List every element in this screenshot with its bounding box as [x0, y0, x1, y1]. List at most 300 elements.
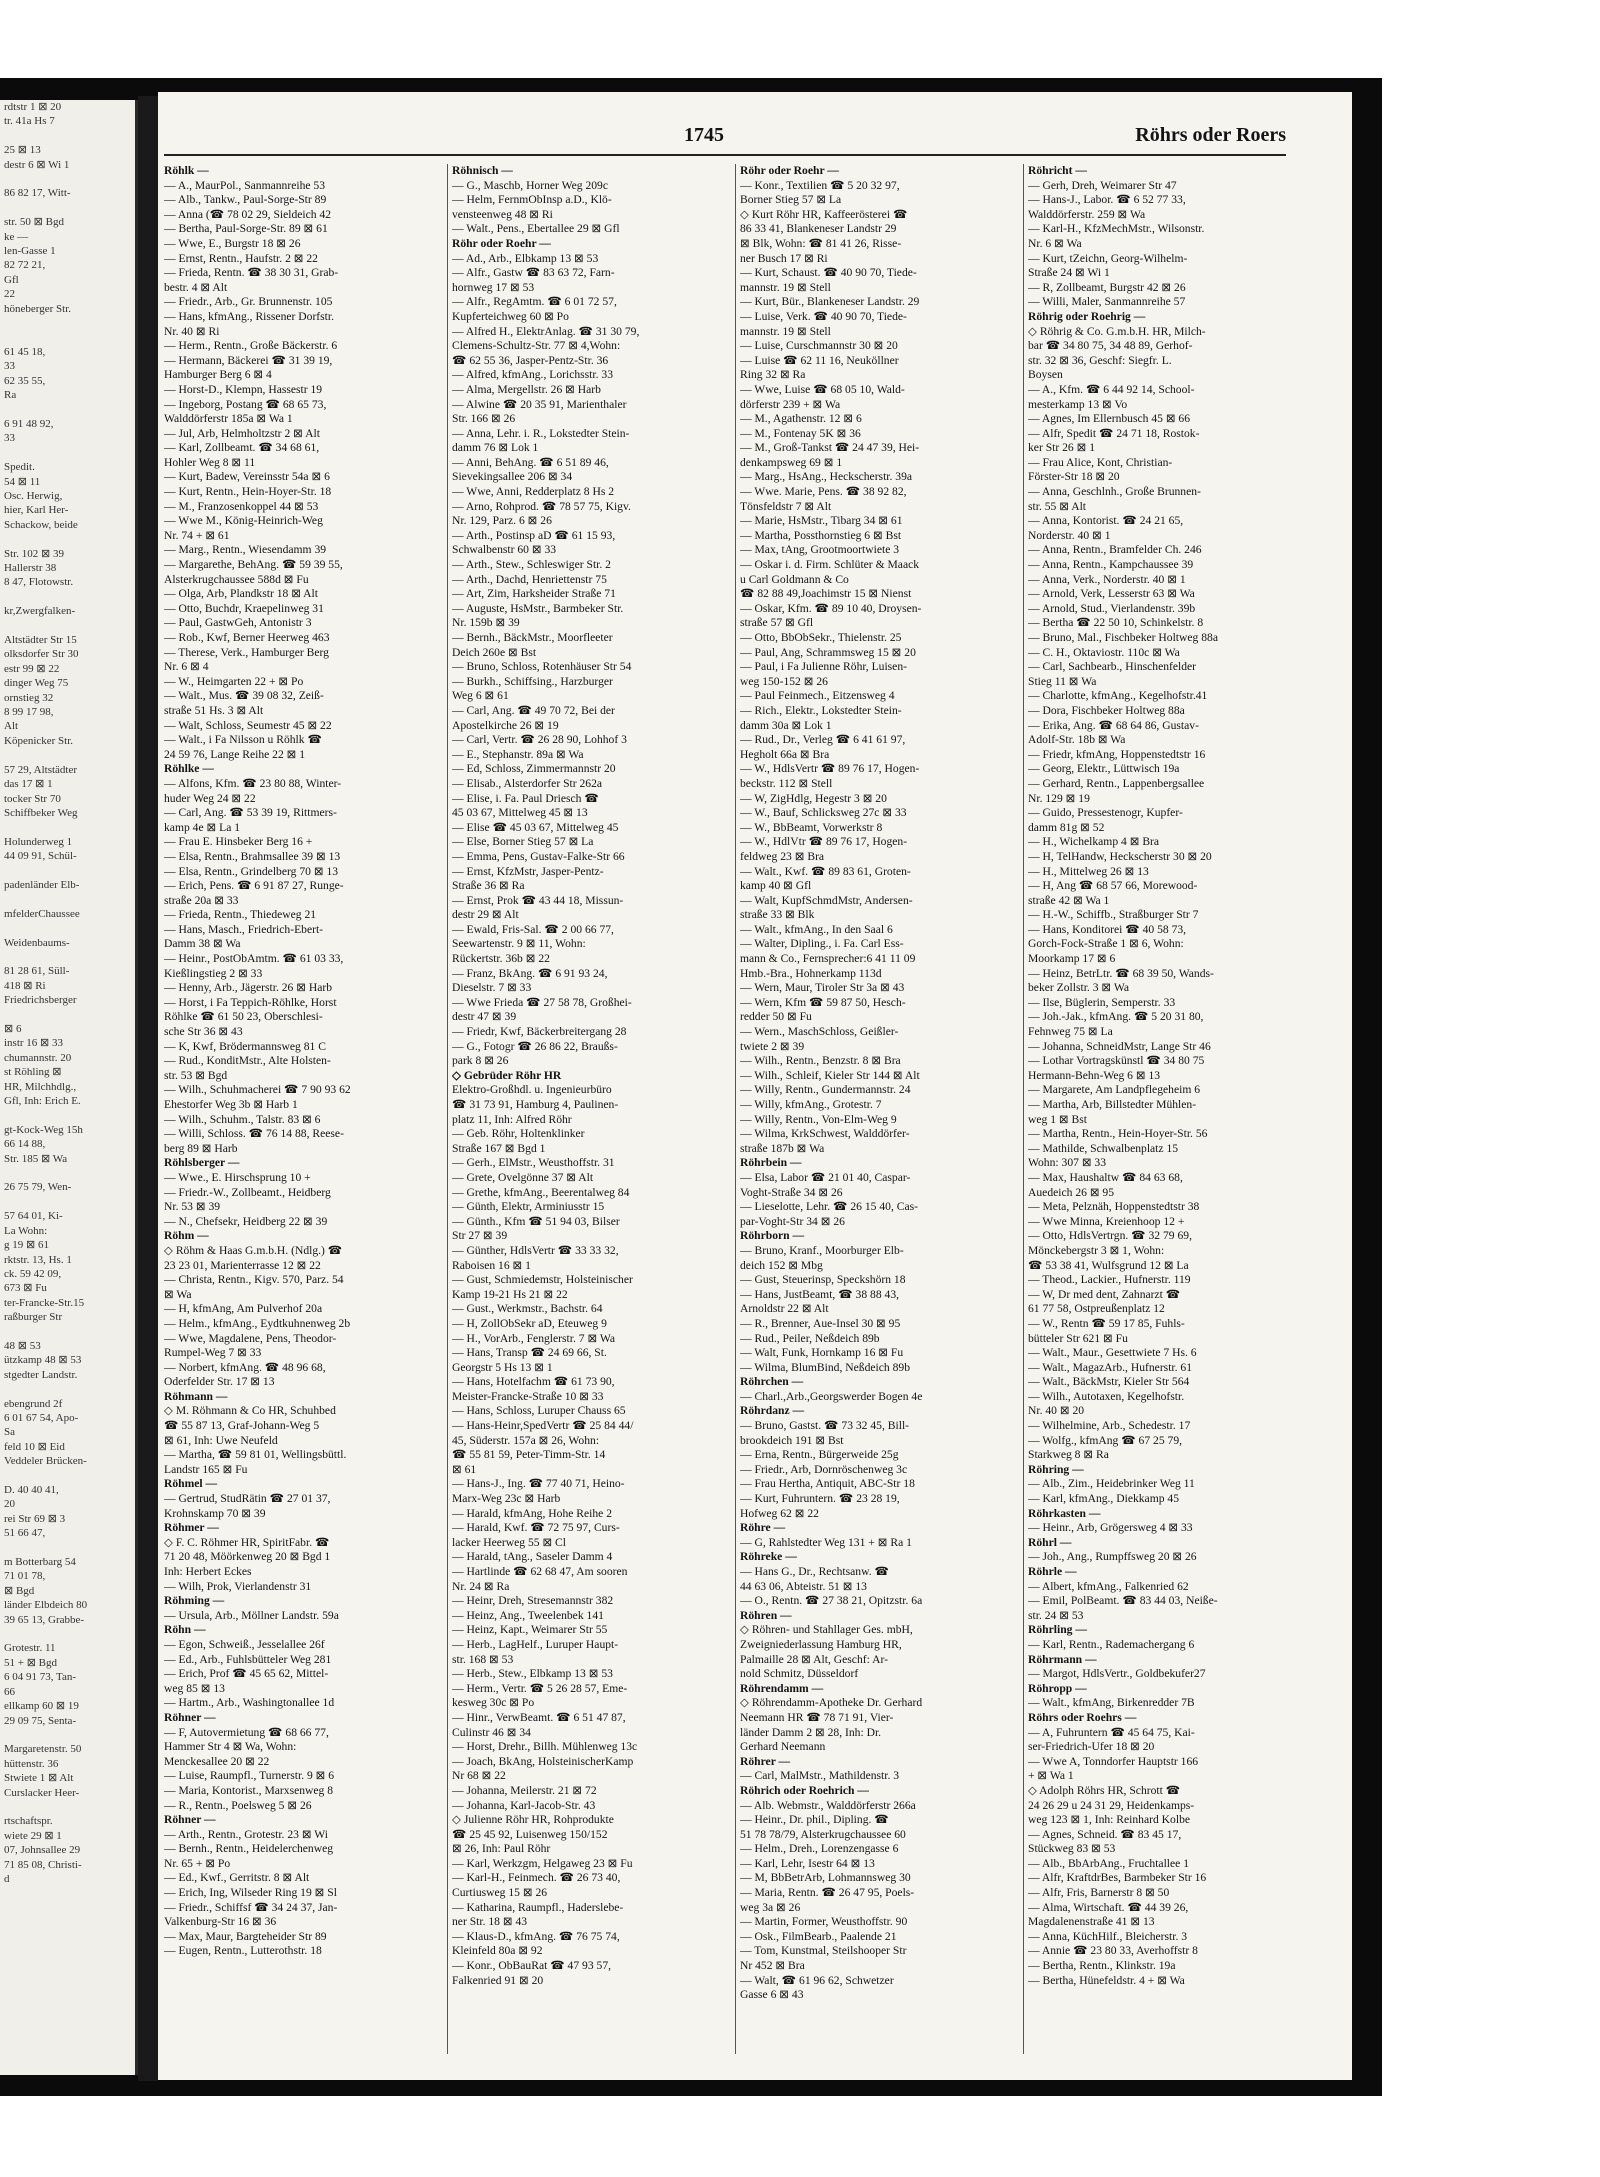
directory-entry: dörferstr 239 + ⊠ Wa: [740, 397, 841, 411]
directory-entry: — Arth., Stew., Schleswiger Str. 2: [452, 558, 611, 572]
directory-entry: twiete 2 ⊠ 39: [740, 1039, 805, 1053]
left-page-line: Veddeler Brücken-: [4, 1455, 87, 1468]
entry-heading: Röhropp —: [1028, 1681, 1087, 1695]
page-header: [158, 124, 1286, 150]
directory-entry: Damm 38 ⊠ Wa: [164, 937, 241, 951]
directory-entry: — Rich., Elektr., Lokstedter Stein-: [740, 703, 902, 717]
directory-entry: ☎ 82 88 49,Joachimstr 15 ⊠ Nienst: [740, 587, 912, 601]
directory-entry: — Herb., Stew., Elbkamp 13 ⊠ 53: [452, 1667, 613, 1681]
directory-entry: — Ed., Arb., Fuhlsbütteler Weg 281: [164, 1652, 332, 1666]
left-page-line: [0, 129, 135, 143]
left-page-line: wiete 29 ⊠ 1: [4, 1829, 62, 1842]
left-page-line: Hallerstr 38: [4, 562, 57, 574]
directory-entry: — Wwe, Magdalene, Pens, Theodor-: [164, 1331, 337, 1345]
directory-entry: — Marg., HsAng., Heckscherstr. 39a: [740, 470, 913, 484]
left-page-line: Grotestr. 11: [4, 1642, 56, 1655]
directory-entry: — Heinr., Arb, Grögersweg 4 ⊠ 33: [1028, 1521, 1193, 1535]
left-page-line: 22: [4, 288, 15, 301]
directory-entry: damm 30a ⊠ Lok 1: [740, 718, 832, 732]
left-page-line: [0, 748, 135, 762]
directory-entry: — Friedr, kfmAng, Hoppenstedtstr 16: [1028, 747, 1206, 761]
directory-entry: Walddörferstr. 259 ⊠ Wa: [1028, 207, 1146, 221]
directory-entry: str. 168 ⊠ 53: [452, 1652, 514, 1666]
directory-entry: — Willy, Rentn., Gundermannstr. 24: [740, 1083, 911, 1097]
left-page-line: 418 ⊠ Ri: [4, 979, 46, 992]
directory-entry: 51 78 78/79, Alsterkrugchaussee 60: [740, 1827, 906, 1841]
left-page-line: ellkamp 60 ⊠ 19: [4, 1700, 79, 1713]
directory-entry: — Wwe, Luise ☎ 68 05 10, Wald-: [740, 382, 905, 396]
entry-heading: Röhrich oder Roehrich —: [740, 1783, 869, 1797]
directory-entry: — Harald, kfmAng, Hohe Reihe 2: [452, 1506, 613, 1520]
directory-entry: — R, Zollbeamt, Burgstr 42 ⊠ 26: [1028, 280, 1186, 294]
left-page-line: Holunderweg 1: [4, 835, 73, 848]
directory-entry: Straße 24 ⊠ Wi 1: [1028, 266, 1110, 280]
directory-entry: — Gerh, Dreh, Weimarer Str 47: [1028, 178, 1177, 192]
page-margin: [0, 2096, 1600, 2177]
directory-entry: — Annie ☎ 23 80 33, Averhoffstr 8: [1028, 1944, 1198, 1958]
page-number: 1745: [684, 124, 724, 146]
directory-entry: — Heinr., PostObAmtm. ☎ 61 03 33,: [164, 952, 344, 966]
entry-heading: Röhrling —: [1028, 1623, 1087, 1637]
directory-entry: weg 85 ⊠ 13: [164, 1681, 225, 1695]
directory-entry: — Wwe, Anni, Redderplatz 8 Hs 2: [452, 485, 615, 499]
directory-entry: — M., Franzosenkoppel 44 ⊠ 53: [164, 499, 319, 513]
directory-entry: — W., HdlsVertr ☎ 89 76 17, Hogen-: [740, 762, 920, 776]
directory-entry: — Frieda, Rentn., Thiedeweg 21: [164, 908, 317, 922]
directory-entry: — Alfred H., ElektrAnlag. ☎ 31 30 79,: [452, 324, 640, 338]
left-page-line: das 17 ⊠ 1: [4, 778, 53, 791]
directory-entry: Hofweg 62 ⊠ 22: [740, 1506, 819, 1520]
directory-entry: — Kurt, Badew, Vereinsstr 54a ⊠ 6: [164, 470, 330, 484]
header-rule: [164, 154, 1286, 156]
directory-entry: Kleinfeld 80a ⊠ 92: [452, 1944, 543, 1958]
directory-entry: — Hans G., Dr., Rechtsanw. ☎: [740, 1565, 889, 1578]
directory-entry: — Alfr., Gastw ☎ 83 63 72, Farn-: [452, 266, 615, 280]
entry-heading: Röhmer —: [164, 1521, 219, 1535]
directory-entry: ◇ M. Röhmann & Co HR, Schuhbed: [164, 1404, 336, 1418]
directory-entry: — Maria, Kontorist., Marxsenweg 8: [164, 1783, 334, 1797]
directory-entry: — Walt, Schloss, Seumestr 45 ⊠ 22: [164, 718, 332, 732]
directory-entry: — Elisab., Alsterdorfer Str 262a: [452, 776, 603, 790]
directory-entry: Ehestorfer Weg 3b ⊠ Harb 1: [164, 1098, 298, 1111]
left-page-line: Spedit.: [4, 461, 35, 474]
directory-entry: platz 11, Inh: Alfred Röhr: [452, 1112, 572, 1126]
directory-entry: — N., Chefsekr, Heidberg 22 ⊠ 39: [164, 1214, 328, 1228]
directory-entry: Nr. 159b ⊠ 39: [452, 616, 520, 630]
entry-heading: Röhner —: [164, 1710, 216, 1724]
directory-entry: — G, Rahlstedter Weg 131 + ⊠ Ra 1: [740, 1535, 912, 1549]
directory-entry: — Heinz, Ang., Tweelenbek 141: [452, 1608, 604, 1622]
directory-entry: ☎ 25 45 92, Luisenweg 150/152: [452, 1827, 608, 1841]
directory-entry: Tönsfeldstr 7 ⊠ Alt: [740, 499, 832, 513]
left-page-line: rktstr. 13, Hs. 1: [4, 1253, 72, 1266]
directory-entry: — Erika, Ang. ☎ 68 64 86, Gustav-: [1028, 718, 1199, 732]
directory-entry: — Katharina, Raumpfl., Haderslebe-: [452, 1900, 624, 1914]
left-page-line: [0, 1325, 135, 1339]
directory-entry: Landstr 165 ⊠ Fu: [164, 1462, 248, 1476]
directory-entry: — Anna, Lehr. i. R., Lokstedter Stein-: [452, 426, 630, 440]
directory-entry: Nr. 65 + ⊠ Po: [164, 1856, 231, 1870]
directory-entry: — Theod., Lackier., Hufnerstr. 119: [1028, 1273, 1191, 1287]
directory-entry: — Heinz, Kapt., Weimarer Str 55: [452, 1623, 608, 1637]
left-page-line: [0, 1382, 135, 1396]
directory-entry: — Ilse, Büglerin, Semperstr. 33: [1028, 995, 1176, 1009]
left-page-line: Alt: [4, 720, 19, 733]
directory-entry: — Alb., BbArbAng., Fruchtallee 1: [1028, 1856, 1190, 1870]
directory-entry: nold Schmitz, Düsseldorf: [740, 1667, 859, 1681]
directory-entry: destr 47 ⊠ 39: [452, 1010, 517, 1024]
directory-entry: — Luise, Verk. ☎ 40 90 70, Tiede-: [740, 309, 907, 323]
directory-entry: länder Damm 2 ⊠ 28, Inh: Dr.: [740, 1725, 882, 1739]
left-page-line: 8 99 17 98,: [4, 706, 54, 719]
left-page-line: 81 28 61, Süll-: [4, 965, 70, 978]
left-page-line: 54 ⊠ 11: [4, 475, 41, 488]
left-page-line: 6 01 67 54, Apo-: [4, 1411, 79, 1424]
directory-entry: — Wilh., Rentn., Benzstr. 8 ⊠ Bra: [740, 1054, 901, 1068]
directory-entry: Starkweg 8 ⊠ Ra: [1028, 1448, 1109, 1462]
directory-entry: — Friedr., Arb, Dornröschenweg 3c: [740, 1462, 908, 1476]
directory-entry: — Gerh., ElMstr., Weusthoffstr. 31: [452, 1156, 615, 1170]
left-page-line: 62 35 55,: [4, 374, 46, 387]
directory-entry: — Paul Feinmech., Eitzensweg 4: [740, 689, 895, 703]
directory-entry: — Ewald, Fris-Sal. ☎ 2 00 66 77,: [452, 922, 614, 936]
directory-entry: — Max, Haushaltw ☎ 84 63 68,: [1028, 1170, 1183, 1184]
directory-entry: Rumpel-Weg 7 ⊠ 33: [164, 1346, 262, 1360]
directory-entry: — Gust, Schmiedemstr, Holsteinischer: [452, 1273, 633, 1287]
directory-entry: — Martin, Former, Weusthoffstr. 90: [740, 1915, 908, 1929]
directory-entry: — Erich, Prof ☎ 45 65 62, Mittel-: [164, 1667, 329, 1681]
directory-entry: 44 63 06, Abteistr. 51 ⊠ 13: [740, 1579, 867, 1593]
directory-entry: Elektro-Großhdl. u. Ingenieurbüro: [452, 1083, 612, 1097]
directory-entry: — R., Rentn., Poelsweg 5 ⊠ 26: [164, 1798, 312, 1812]
left-page-line: Weidenbaums-: [4, 936, 70, 949]
directory-entry: — Art, Zim, Harksheider Straße 71: [452, 587, 616, 601]
directory-entry: Raboisen 16 ⊠ 1: [452, 1258, 531, 1272]
left-page-line: m Botterbarg 54: [4, 1556, 76, 1569]
directory-entry: Hermann-Behn-Weg 6 ⊠ 13: [1028, 1068, 1161, 1082]
directory-entry: — Herm., Vertr. ☎ 5 26 28 57, Eme-: [452, 1681, 628, 1695]
directory-entry: Kießlingstieg 2 ⊠ 33: [164, 966, 263, 980]
left-page-line: Margaretenstr. 50: [4, 1743, 82, 1756]
directory-entry: Nr. 6 ⊠ Wa: [1028, 236, 1082, 250]
directory-entry: ◇ Adolph Röhrs HR, Schrott ☎: [1028, 1783, 1181, 1797]
directory-entry: — Karl-H., Feinmech. ☎ 26 73 40,: [452, 1871, 621, 1885]
directory-entry: — Osk., FilmBearb., Paalende 21: [740, 1929, 897, 1943]
directory-entry: — Oskar i. d. Firm. Schlüter & Maack: [740, 558, 920, 572]
directory-entry: — Anna, Kontorist. ☎ 24 21 65,: [1028, 514, 1184, 528]
directory-entry: — W., BbBeamt, Vorwerkstr 8: [740, 820, 883, 834]
directory-entry: — W., Bauf, Schlicksweg 27c ⊠ 33: [740, 806, 907, 820]
left-page-line: 66: [4, 1685, 15, 1698]
directory-entry: denkampsweg 69 ⊠ 1: [740, 455, 843, 469]
left-page-line: D. 40 40 41,: [4, 1484, 59, 1496]
directory-entry: ☎ 62 55 36, Jasper-Pentz-Str. 36: [452, 353, 609, 367]
directory-entry: kesweg 30c ⊠ Po: [452, 1696, 535, 1710]
directory-entry: — Willy, Rentn., Von-Elm-Weg 9: [740, 1112, 897, 1126]
left-page-line: g 19 ⊠ 61: [4, 1239, 49, 1252]
directory-entry: — Martha, ☎ 59 81 01, Wellingsbüttl.: [164, 1448, 347, 1462]
left-page-line: padenländer Elb-: [4, 878, 80, 891]
directory-entry: — W, Dr med dent, Zahnarzt ☎: [1028, 1287, 1181, 1301]
directory-entry: Schwalbenstr 60 ⊠ 33: [452, 543, 557, 557]
directory-entry: — Heinr, Dreh, Stresemannstr 382: [452, 1594, 614, 1608]
directory-entry: Alsterkrugchaussee 588d ⊠ Fu: [164, 572, 309, 586]
directory-entry: — Ernst, KfzMstr, Jasper-Pentz-: [452, 864, 604, 878]
directory-entry: straße 33 ⊠ Blk: [740, 908, 815, 922]
directory-entry: — Else, Borner Stieg 57 ⊠ La: [452, 835, 594, 849]
entry-heading: Röhlke —: [164, 762, 214, 776]
directory-entry: — Willi, Maler, Sanmannreihe 57: [1028, 295, 1186, 309]
directory-entry: ner Str. 18 ⊠ 43: [452, 1915, 528, 1929]
left-page-line: Schiffbeker Weg: [4, 806, 78, 819]
directory-entry: Fehnweg 75 ⊠ La: [1028, 1025, 1113, 1039]
column-4: [1028, 164, 1308, 2069]
directory-entry: — Klaus-D., kfmAng. ☎ 76 75 74,: [452, 1929, 620, 1943]
left-page-line: [0, 864, 135, 878]
directory-entry: Gerhard Neemann: [740, 1740, 826, 1754]
directory-entry: Nr. 40 ⊠ 20: [1028, 1404, 1085, 1418]
column-3: [740, 164, 1020, 2069]
directory-entry: — W, ZigHdlg, Hegestr 3 ⊠ 20: [740, 791, 887, 805]
entry-heading: Röhnisch —: [452, 164, 513, 177]
directory-entry: Apostelkirche 26 ⊠ 19: [452, 718, 559, 732]
directory-entry: — Rud., Peiler, Neßdeich 89b: [740, 1331, 880, 1345]
directory-entry: — Bruno, Kranf., Moorburger Elb-: [740, 1243, 904, 1257]
directory-entry: — Walter, Dipling., i. Fa. Carl Ess-: [740, 937, 904, 951]
entry-heading: Röhn —: [164, 1623, 206, 1637]
directory-entry: straße 20a ⊠ 33: [164, 893, 239, 907]
directory-entry: Nr. 53 ⊠ 39: [164, 1200, 221, 1214]
directory-entry: — Agnes, Schneid. ☎ 83 45 17,: [1028, 1827, 1182, 1841]
directory-entry: — Carl, MalMstr., Mathildenstr. 3: [740, 1769, 900, 1783]
directory-entry: — Martha, Arb, Billstedter Mühlen-: [1028, 1098, 1197, 1111]
left-page-line: raßburger Str: [4, 1311, 63, 1324]
left-page-line: Köpenicker Str.: [4, 734, 74, 747]
left-page-line: [0, 1627, 135, 1641]
entry-heading: Röhrkasten —: [1028, 1506, 1101, 1520]
directory-entry: — Hans, Transp ☎ 24 69 66, St.: [452, 1346, 607, 1360]
directory-entry: ◇ Röhren- und Stahllager Ges. mbH,: [740, 1623, 913, 1637]
directory-entry: Gorch-Fock-Straße 1 ⊠ 6, Wohn:: [1028, 937, 1184, 951]
entry-heading: Röhrs oder Roehrs —: [1028, 1710, 1137, 1724]
directory-entry: — Karl-H., KfzMechMstr., Wilsonstr.: [1028, 222, 1205, 236]
entry-heading: Röhrdanz —: [740, 1404, 805, 1418]
directory-entry: — Max, tAng, Grootmoortwiete 3: [740, 543, 900, 557]
directory-entry: mannstr. 19 ⊠ Stell: [740, 324, 831, 338]
directory-entry: Ring 32 ⊠ Ra: [740, 368, 806, 382]
directory-entry: — H.-W., Schiffb., Straßburger Str 7: [1028, 908, 1199, 922]
directory-entry: ◇ Röhrendamm-Apotheke Dr. Gerhard: [740, 1696, 923, 1710]
directory-entry: feldweg 23 ⊠ Bra: [740, 849, 825, 863]
directory-entry: ☎ 53 38 41, Wulfsgrund 12 ⊠ La: [1028, 1258, 1189, 1272]
directory-entry: — Gust., Werkmstr., Bachstr. 64: [452, 1302, 603, 1316]
directory-entry: — Franz, BkAng. ☎ 6 91 93 24,: [452, 966, 608, 980]
left-page-line: rei Str 69 ⊠ 3: [4, 1512, 66, 1525]
left-page-line: Ra: [4, 389, 17, 402]
left-page-line: rdtstr 1 ⊠ 20: [4, 101, 62, 113]
directory-entry: Oderfelder Str. 17 ⊠ 13: [164, 1375, 275, 1389]
left-page-line: 6 04 91 73, Tan-: [4, 1671, 77, 1684]
directory-entry: — Olga, Arb, Plandkstr 18 ⊠ Alt: [164, 587, 318, 601]
directory-entry: — Wwe Frieda ☎ 27 58 78, Großhei-: [452, 995, 632, 1009]
entry-heading: Röhlk —: [164, 164, 209, 177]
directory-entry: ser-Friedrich-Ufer 18 ⊠ 20: [1028, 1740, 1155, 1754]
directory-entry: — Dora, Fischbeker Holtweg 88a: [1028, 703, 1185, 717]
directory-entry: — Alfr, Fris, Barnerstr 8 ⊠ 50: [1028, 1886, 1170, 1900]
directory-entry: — Wolfg., kfmAng ☎ 67 25 79,: [1028, 1433, 1183, 1447]
left-page-line: [0, 446, 135, 460]
directory-entry: Stieg 11 ⊠ Wa: [1028, 674, 1097, 688]
directory-entry: Hegholt 66a ⊠ Bra: [740, 747, 830, 761]
left-page-line: instr 16 ⊠ 33: [4, 1037, 64, 1050]
directory-entry: lacker Heerweg 55 ⊠ Cl: [452, 1535, 567, 1549]
directory-entry: — Johanna, Meilerstr. 21 ⊠ 72: [452, 1783, 597, 1797]
directory-entry: — Horst-D., Klempn, Hassestr 19: [164, 382, 323, 396]
directory-entry: Förster-Str 18 ⊠ 20: [1028, 470, 1120, 484]
entry-heading: Röhrchen —: [740, 1375, 804, 1389]
left-page-line: dinger Weg 75: [4, 677, 69, 690]
left-page-line: Gfl: [4, 273, 19, 286]
directory-entry: — C. H., Oktaviostr. 110c ⊠ Wa: [1028, 645, 1180, 659]
directory-entry: + ⊠ Wa 1: [1028, 1769, 1074, 1783]
left-page-line: [0, 619, 135, 633]
left-page-line: [0, 590, 135, 604]
directory-entry: vensteenweg 48 ⊠ Ri: [452, 207, 553, 221]
left-page-line: [0, 403, 135, 417]
directory-entry: str. 53 ⊠ Bgd: [164, 1068, 228, 1082]
directory-entry: — Hans-J., Labor. ☎ 6 52 77 33,: [1028, 193, 1186, 207]
directory-entry: — Walt., Maur., Gesettwiete 7 Hs. 6: [1028, 1346, 1197, 1360]
directory-entry: Neemann HR ☎ 78 71 91, Vier-: [740, 1710, 894, 1724]
directory-entry: — Ad., Arb., Elbkamp 13 ⊠ 53: [452, 251, 599, 265]
directory-entry: — Egon, Schweiß., Jesselallee 26f: [164, 1637, 325, 1651]
left-page-line: [0, 172, 135, 186]
directory-entry: 45 03 67, Mittelweg 45 ⊠ 13: [452, 806, 588, 820]
left-page-line: chumannstr. 20: [4, 1051, 72, 1064]
left-page-line: 44 09 91, Schül-: [4, 850, 77, 863]
directory-entry: — H, kfmAng, Am Pulverhof 20a: [164, 1302, 323, 1316]
left-page-line: gt-Kock-Weg 15h: [4, 1123, 83, 1136]
directory-entry: — Ed., Kwf., Gerritstr. 8 ⊠ Alt: [164, 1871, 310, 1885]
directory-entry: — Wilh., Schleif, Kieler Str 144 ⊠ Alt: [740, 1068, 920, 1082]
directory-entry: — Bruno, Mal., Fischbeker Holtweg 88a: [1028, 631, 1218, 644]
directory-entry: — Heinr., Dr. phil., Dipling. ☎: [740, 1813, 889, 1827]
left-page-line: d: [4, 1872, 10, 1885]
directory-entry: — Max, Maur, Bargteheider Str 89: [164, 1929, 327, 1943]
directory-entry: str. 32 ⊠ 36, Geschf: Siegfr. L.: [1028, 353, 1172, 367]
directory-entry: — Charlotte, kfmAng., Kegelhofstr.41: [1028, 689, 1208, 703]
directory-entry: — Carl, Ang. ☎ 49 70 72, Bei der: [452, 703, 615, 717]
directory-entry: — Wwe., E. Hirschsprung 10 +: [164, 1170, 311, 1184]
directory-entry: — Elsa, Labor ☎ 21 01 40, Caspar-: [740, 1170, 911, 1184]
directory-entry: — Alfr, KraftdrBes, Barmbeker Str 16: [1028, 1871, 1207, 1885]
left-page-line: 57 64 01, Ki-: [4, 1210, 63, 1223]
directory-entry: — Friedr, Kwf, Bäckerbreitergang 28: [452, 1025, 627, 1039]
directory-entry: Str 27 ⊠ 39: [452, 1229, 508, 1243]
directory-entry: — Hans, Masch., Friedrich-Ebert-: [164, 922, 324, 936]
directory-entry: mann & Co., Fernsprecher:6 41 11 09: [740, 952, 916, 966]
left-page-line: 25 ⊠ 13: [4, 144, 41, 157]
directory-entry: ker Str 26 ⊠ 1: [1028, 441, 1096, 455]
directory-entry: — Erna, Rentn., Bürgerweide 25g: [740, 1448, 899, 1462]
directory-entry: — Rob., Kwf, Berner Heerweg 463: [164, 631, 330, 644]
directory-entry: 71 20 48, Möörkenweg 20 ⊠ Bgd 1: [164, 1550, 331, 1564]
directory-entry: — Harald, tAng., Saseler Damm 4: [452, 1550, 613, 1564]
directory-entry: Hmb.-Bra., Hohnerkamp 113d: [740, 966, 882, 980]
left-page-line: ter-Francke-Str.15: [4, 1296, 85, 1309]
directory-entry: — Bernh., Rentn., Heidelerchenweg: [164, 1842, 334, 1856]
directory-entry: — Karl, Lehr, Isestr 64 ⊠ 13: [740, 1856, 875, 1870]
entry-heading: Röhrbein —: [740, 1156, 802, 1170]
left-page-line: 71 85 08, Christi-: [4, 1858, 82, 1871]
directory-entry: Hohler Weg 8 ⊠ 11: [164, 455, 256, 469]
directory-entry: — Walt., BäckMstr, Kieler Str 564: [1028, 1375, 1190, 1389]
book-gutter: [138, 96, 158, 2081]
directory-entry: mesterkamp 13 ⊠ Vo: [1028, 397, 1128, 411]
left-page-line: [0, 331, 135, 345]
directory-entry: 23 23 01, Marienterrasse 12 ⊠ 22: [164, 1258, 321, 1272]
directory-entry: — Karl, Zollbeamt. ☎ 34 68 61,: [164, 441, 320, 455]
directory-entry: — O., Rentn. ☎ 27 38 21, Opitzstr. 6a: [740, 1594, 923, 1608]
left-page-line: 8 47, Flotowstr.: [4, 576, 74, 589]
directory-entry: — H, TelHandw, Heckscherstr 30 ⊠ 20: [1028, 849, 1212, 863]
entry-heading: Röhming —: [164, 1594, 225, 1608]
directory-entry: — M., Agathenstr. 12 ⊠ 6: [740, 412, 862, 426]
directory-entry: ⊠ Wa: [164, 1287, 192, 1301]
left-page-line: [0, 820, 135, 834]
left-page-line: [0, 1008, 135, 1022]
directory-entry: — Martha, Rentn., Hein-Hoyer-Str. 56: [1028, 1127, 1208, 1141]
directory-entry: — Wilh., Schuhmacherei ☎ 7 90 93 62: [164, 1083, 351, 1097]
directory-entry: 45, Süderstr. 157a ⊠ 26, Wohn:: [452, 1433, 600, 1447]
directory-entry: — Anna, Rentn., Bramfelder Ch. 246: [1028, 543, 1202, 557]
directory-entry: — Kurt, Fuhruntern. ☎ 23 28 19,: [740, 1492, 900, 1506]
directory-entry: — Horst, Drehr., Billh. Mühlenweg 13c: [452, 1740, 638, 1754]
directory-entry: — Wern, Kfm ☎ 59 87 50, Hesch-: [740, 995, 906, 1009]
directory-entry: — Burkh., Schiffsing., Harzburger: [452, 674, 613, 688]
left-page-line: 48 ⊠ 53: [4, 1339, 41, 1352]
left-page-line: Gfl, Inh: Erich E.: [4, 1095, 81, 1108]
directory-entry: — Günther, HdlsVertr ☎ 33 33 32,: [452, 1243, 619, 1257]
left-page-line: Str. 102 ⊠ 39: [4, 547, 64, 560]
directory-entry: — Kurt, Schaust. ☎ 40 90 70, Tiede-: [740, 266, 917, 280]
directory-entry: — Bertha, Paul-Sorge-Str. 89 ⊠ 61: [164, 222, 328, 236]
left-page-line: Altstädter Str 15: [4, 634, 77, 647]
entry-heading: Röhrer —: [740, 1754, 791, 1768]
entry-heading: Röhrl —: [1028, 1535, 1072, 1549]
directory-entry: — Hans, Hotelfachm ☎ 61 73 90,: [452, 1375, 615, 1389]
directory-entry: — Bertha ☎ 22 50 10, Schinkelstr. 8: [1028, 616, 1204, 630]
left-page-line: olksdorfer Str 30: [4, 648, 79, 661]
left-page-line: 57 29, Altstädter: [4, 763, 78, 776]
directory-entry: — Willi, Schloss. ☎ 76 14 88, Reese-: [164, 1127, 344, 1141]
left-page-line: La Wohn:: [4, 1224, 48, 1237]
directory-entry: — Erich, Ing, Wilseder Ring 19 ⊠ Sl: [164, 1886, 337, 1900]
directory-entry: — Wwe A, Tonndorfer Hauptstr 166: [1028, 1754, 1199, 1768]
directory-entry: huder Weg 24 ⊠ 22: [164, 791, 256, 805]
directory-entry: — Wilh, Prok, Vierlandenstr 31: [164, 1579, 312, 1593]
left-page-line: 39 65 13, Grabbe-: [4, 1613, 85, 1626]
directory-entry: — Ursula, Arb., Möllner Landstr. 59a: [164, 1608, 339, 1622]
left-page-line: höneberger Str.: [4, 302, 72, 315]
directory-entry: — E., Stephanstr. 89a ⊠ Wa: [452, 747, 584, 761]
directory-entry: — Anna, Verk., Norderstr. 40 ⊠ 1: [1028, 572, 1186, 586]
directory-entry: — Helm., Dreh., Lorenzengasse 6: [740, 1842, 899, 1856]
directory-entry: — Carl, Sachbearb., Hinschenfelder: [1028, 660, 1197, 674]
directory-entry: — Kurt, tZeichn, Georg-Wilhelm-: [1028, 251, 1188, 265]
directory-entry: — Emma, Pens, Gustav-Falke-Str 66: [452, 849, 625, 863]
directory-entry: — Hans, Schloss, Luruper Chauss 65: [452, 1404, 626, 1418]
